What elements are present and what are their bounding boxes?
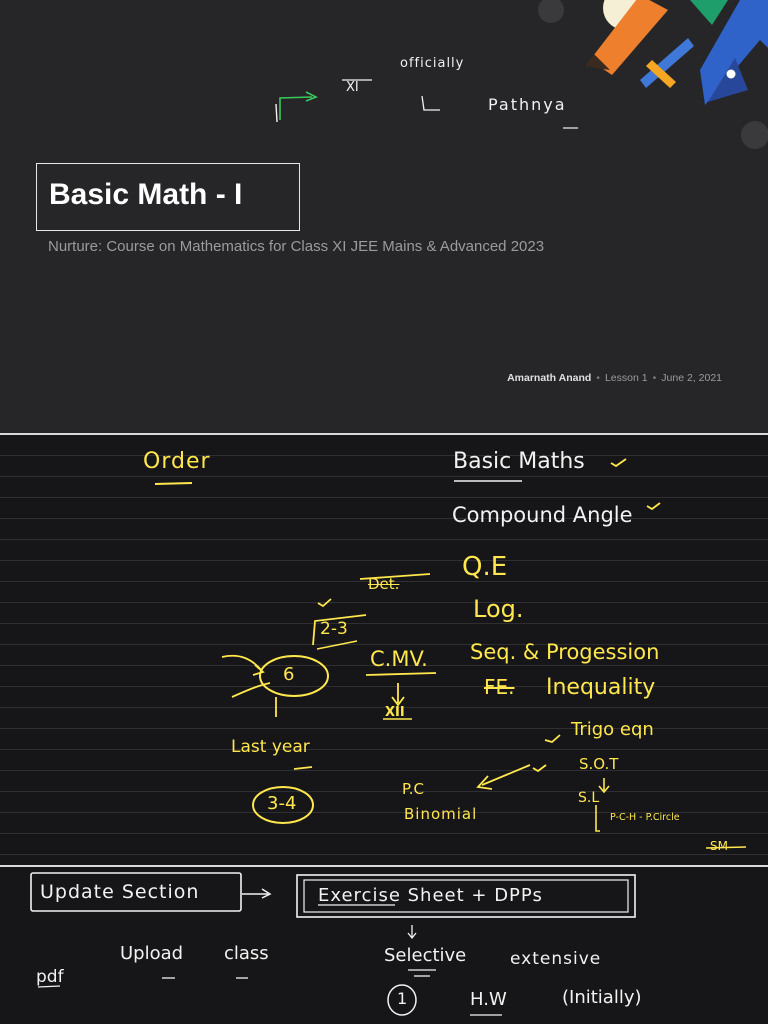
- pdf-label: pdf: [36, 967, 64, 987]
- title-box: [36, 163, 300, 231]
- xii-label: XII: [385, 705, 405, 720]
- det-struck: Det.: [368, 575, 400, 593]
- circled-mark: 6: [283, 664, 295, 685]
- title-slide: [0, 0, 768, 433]
- initially-label: (Initially): [562, 987, 642, 1008]
- range-2-3: 2-3: [320, 619, 348, 639]
- lesson-number: Lesson 1: [604, 372, 648, 384]
- topic-seq-progression: Seq. & Progession: [470, 640, 660, 664]
- page-title: Basic Math - I: [49, 178, 243, 211]
- class-label: class: [224, 943, 269, 964]
- order-notes-slide: [0, 435, 768, 865]
- topic-log: Log.: [473, 595, 524, 623]
- topic-trigo-eqn: Trigo eqn: [571, 719, 654, 740]
- pc-label: P.C: [402, 780, 424, 798]
- update-section-slide: [0, 867, 768, 1024]
- author-name: Amarnath Anand: [507, 372, 592, 384]
- lesson-date: June 2, 2021: [661, 372, 722, 384]
- last-year-value: 3-4: [267, 793, 297, 814]
- order-heading: Order: [143, 449, 211, 474]
- item-number: 1: [397, 989, 408, 1008]
- update-section-label: Update Section: [40, 881, 200, 903]
- topic-sl: S.L: [578, 790, 600, 806]
- lesson-meta: Amarnath Anand • Lesson 1 • June 2, 2021: [507, 372, 722, 384]
- bottom-chain: P-C-H - P.Circle: [610, 812, 680, 823]
- hw-label: H.W: [470, 989, 507, 1010]
- note-pathnya: Pathnya: [488, 95, 567, 114]
- topic-inequality: Inequality: [546, 675, 656, 700]
- topic-basic-maths: Basic Maths: [453, 449, 585, 474]
- selective-label: Selective: [384, 945, 467, 966]
- exercise-sheet-label: Exercise Sheet + DPPs: [318, 885, 543, 906]
- last-year-label: Last year: [231, 737, 310, 757]
- course-subtitle: Nurture: Course on Mathematics for Class XI JEE Mains & Advanced 2023: [48, 238, 545, 255]
- binomial-label: Binomial: [404, 805, 478, 823]
- note-officially: officially: [400, 56, 465, 71]
- upload-label: Upload: [120, 943, 184, 964]
- note-xi: XI: [346, 80, 359, 95]
- sm-label: SM: [710, 839, 728, 853]
- cmv-label: C.MV.: [370, 647, 428, 671]
- topic-struck-fe: FE.: [484, 675, 515, 699]
- extensive-label: extensive: [510, 949, 602, 969]
- topic-sot: S.O.T: [579, 755, 619, 773]
- topic-compound-angle: Compound Angle: [452, 503, 633, 527]
- topic-qe: Q.E: [462, 552, 508, 582]
